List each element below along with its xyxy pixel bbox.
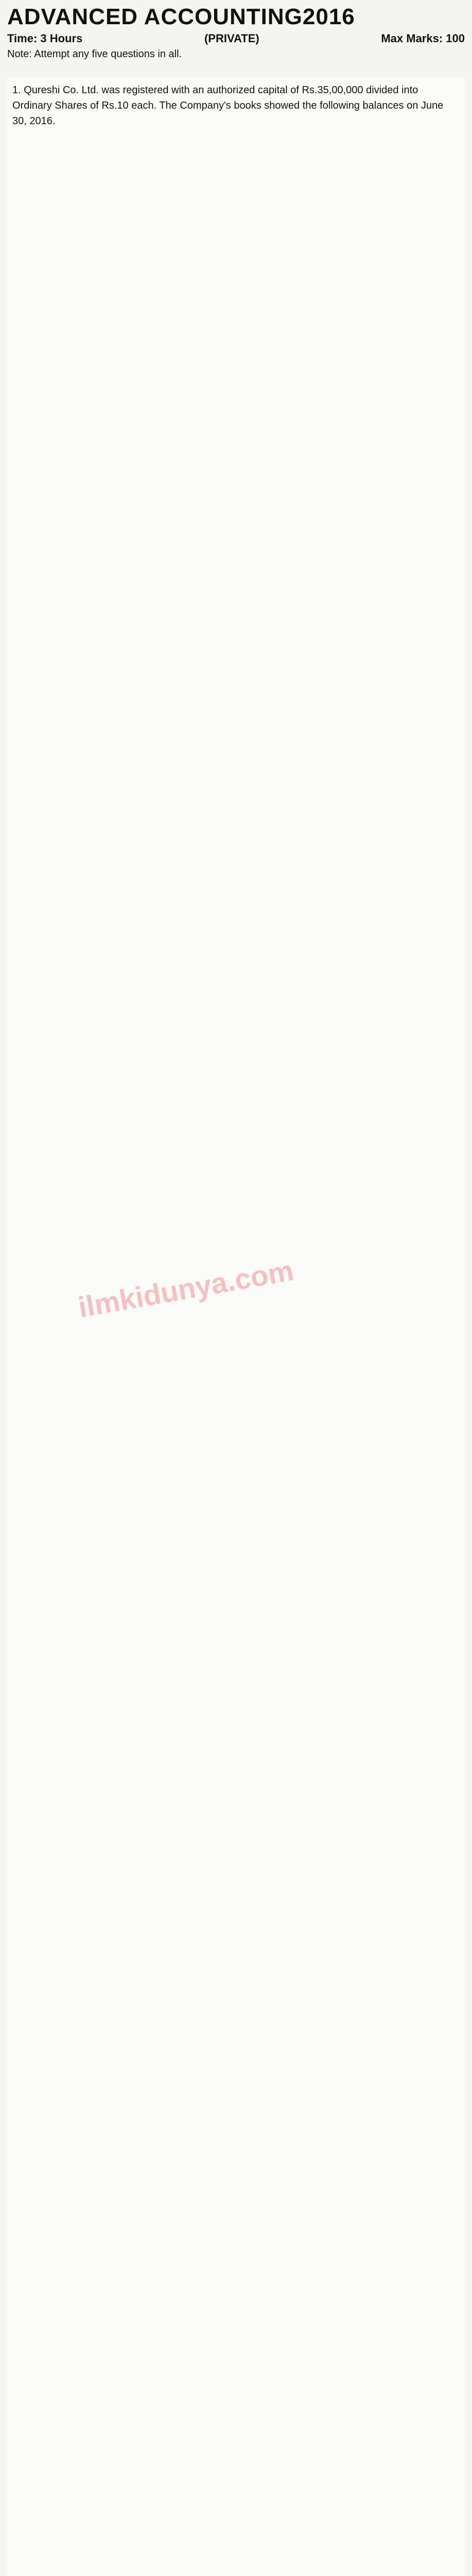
- time-label: Time: 3 Hours: [7, 32, 83, 45]
- meta-row: [7, 32, 465, 45]
- question-1: [12, 82, 455, 129]
- type-label: (PRIVATE): [204, 32, 259, 45]
- marks-label: Max Marks: 100: [381, 32, 465, 45]
- watermark: ilmkidunya.com: [76, 1253, 296, 1324]
- paper-title: ADVANCED ACCOUNTING2016: [7, 4, 355, 29]
- question-number: 1.: [12, 84, 21, 96]
- paper-header: [7, 4, 465, 60]
- question-text: Qureshi Co. Ltd. was registered with an authorized capital of Rs.35,00,000 divided into Ordinary Shares of Rs.10 each. The Company's books showed the following balances on June 30, 2016.: [12, 84, 444, 127]
- paper-body: [7, 77, 465, 2576]
- instructions: Note: Attempt any five questions in all.: [7, 48, 182, 60]
